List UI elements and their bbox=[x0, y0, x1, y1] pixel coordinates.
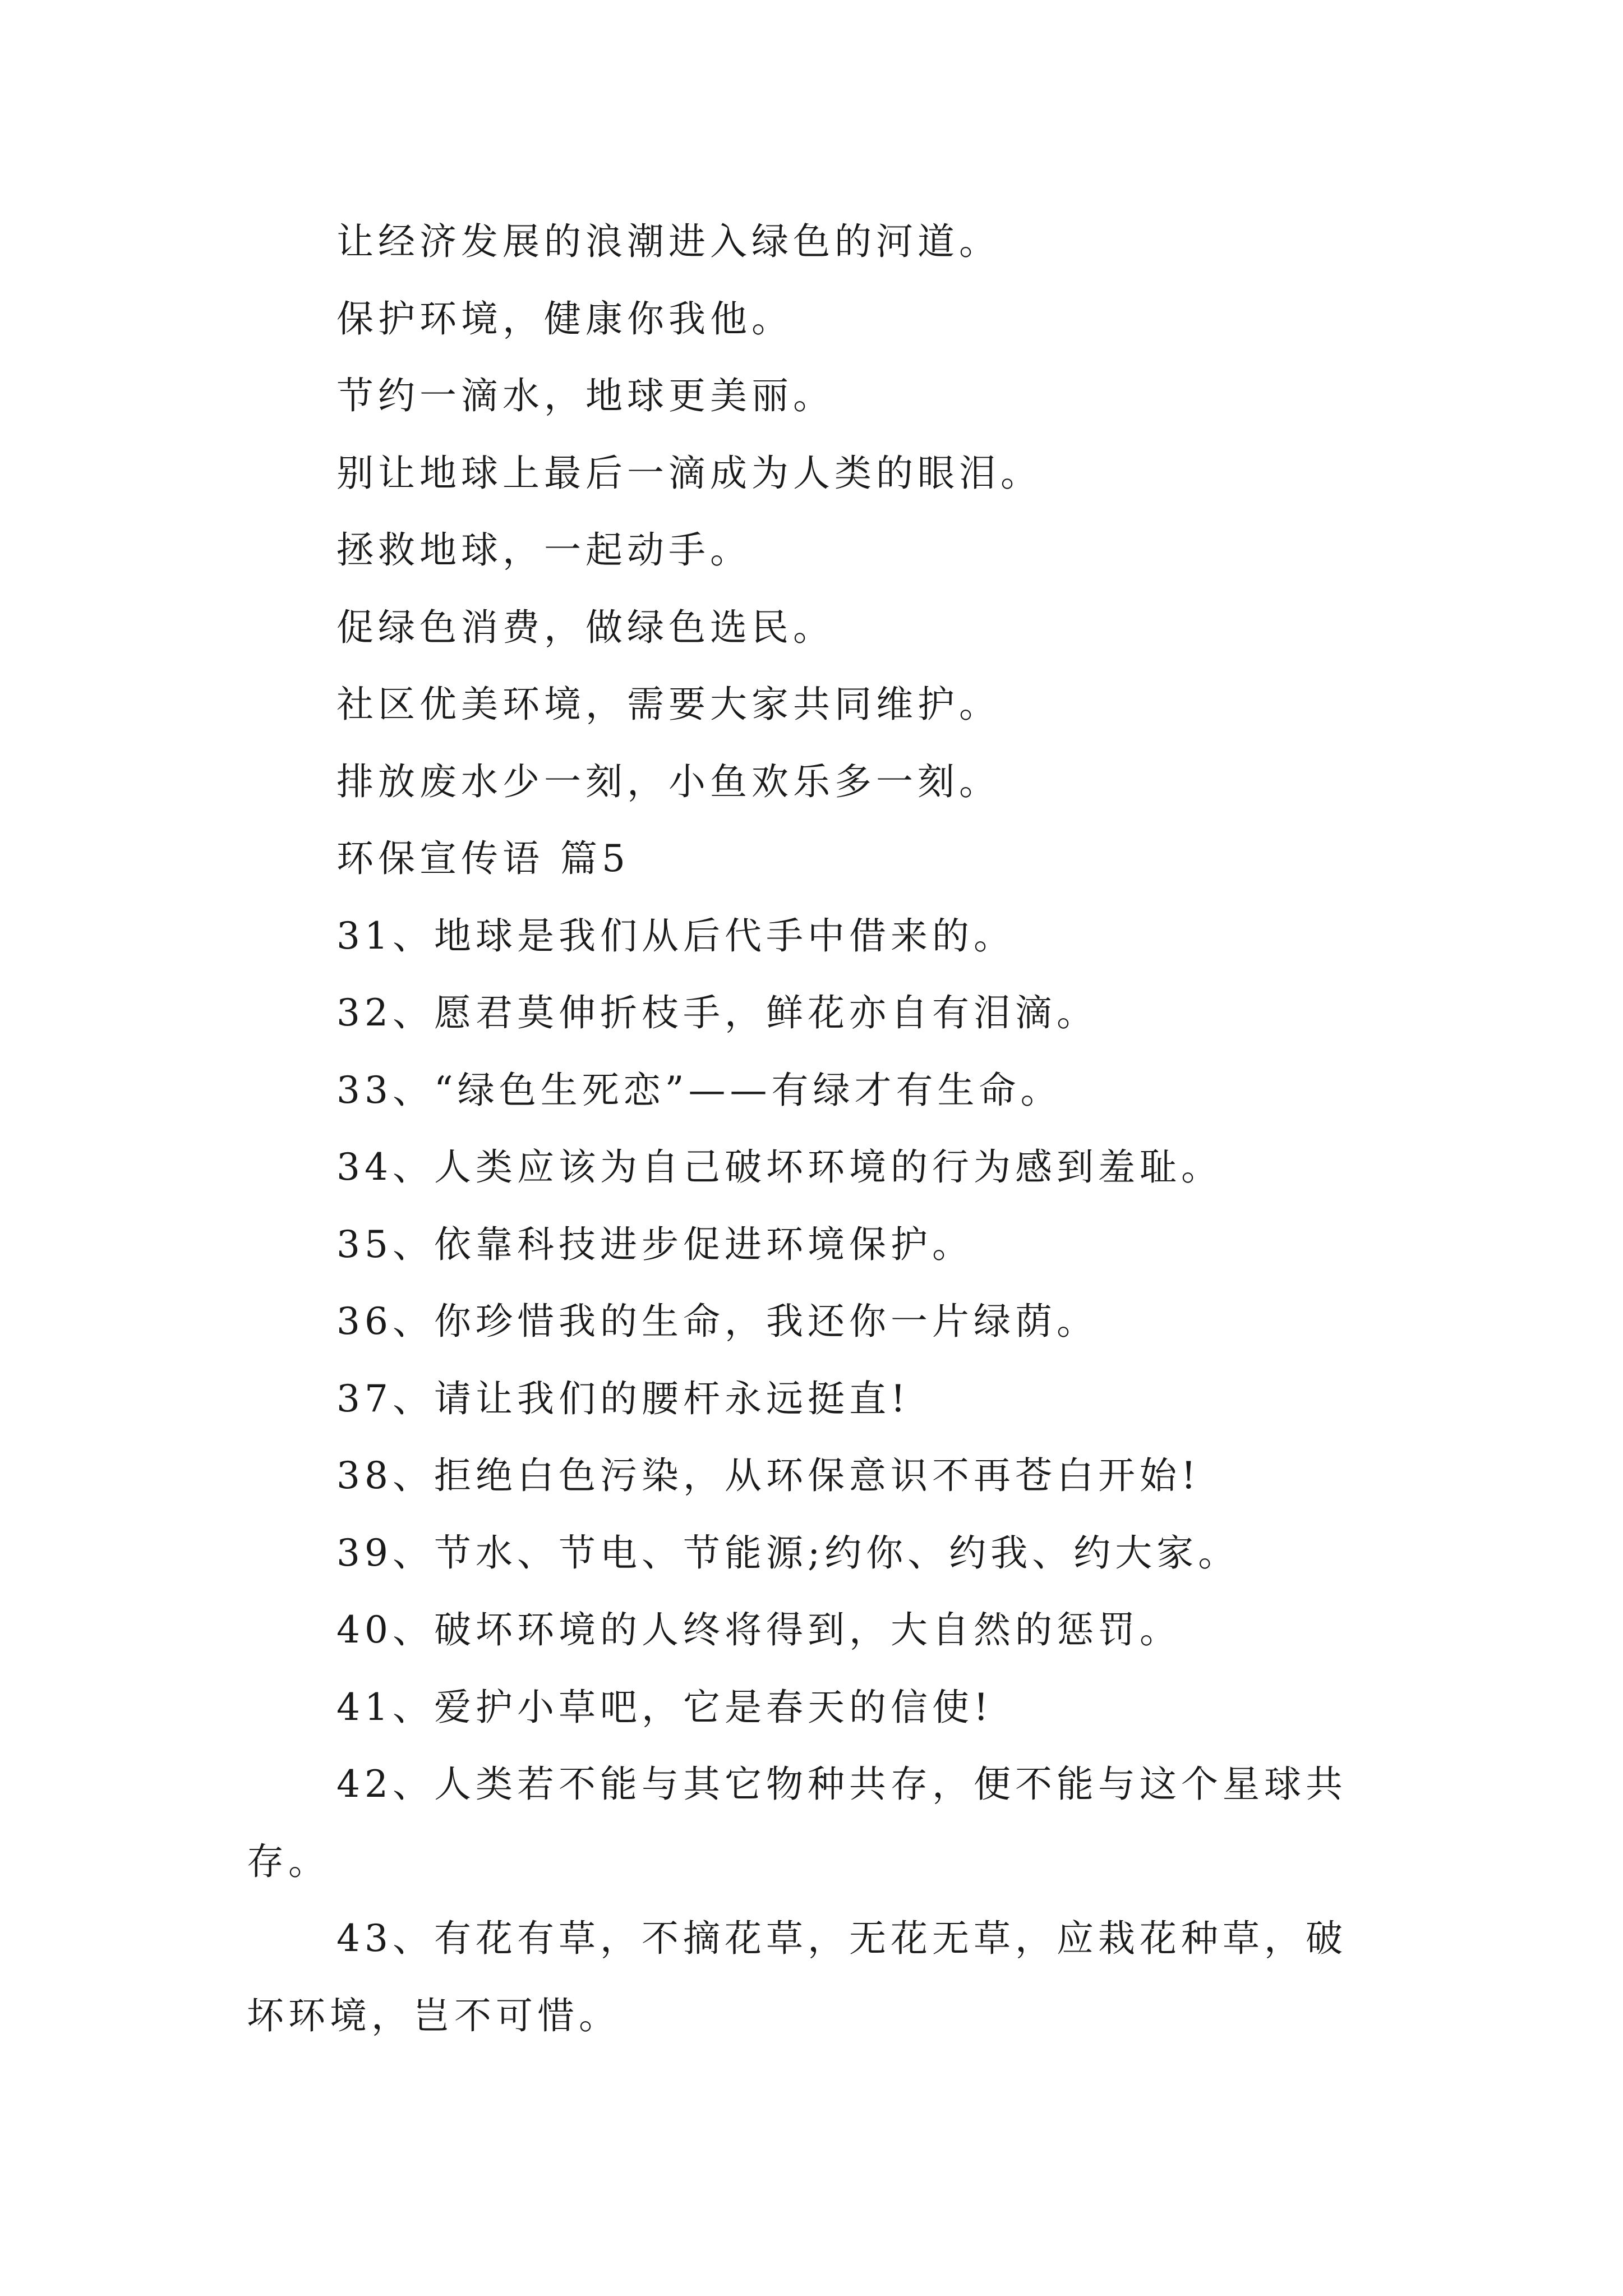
text-line: 别让地球上最后一滴成为人类的眼泪。 bbox=[336, 451, 1042, 495]
text-line: 社区优美环境，需要大家共同维护。 bbox=[336, 683, 1000, 726]
text-paragraph: 42、人类若不能与其它物种共存，便不能与这个星球共存。 bbox=[247, 1763, 1347, 1883]
text-line: 拯救地球，一起动手。 bbox=[336, 528, 751, 572]
text-line: 38、拒绝白色污染，从环保意识不再苍白开始! bbox=[336, 1454, 1201, 1497]
text-line: 让经济发展的浪潮进入绿色的河道。 bbox=[336, 220, 1000, 263]
text-line: 节约一滴水，地球更美丽。 bbox=[336, 374, 834, 417]
text-line: 排放废水少一刻，小鱼欢乐多一刻。 bbox=[336, 760, 1000, 803]
text-line: 保护环境，健康你我他。 bbox=[336, 297, 793, 341]
document-body bbox=[247, 203, 1385, 2054]
text-line: 39、节水、节电、节能源;约你、约我、约大家。 bbox=[336, 1531, 1240, 1575]
text-line: 31、地球是我们从后代手中借来的。 bbox=[336, 914, 1015, 958]
text-line: 32、愿君莫伸折枝手，鲜花亦自有泪滴。 bbox=[336, 991, 1098, 1034]
text-line: 36、你珍惜我的生命，我还你一片绿荫。 bbox=[336, 1300, 1098, 1343]
text-paragraph: 43、有花有草，不摘花草，无花无草，应栽花种草，破坏环境，岂不可惜。 bbox=[247, 1917, 1347, 2037]
text-line: 33、“绿色生死恋”——有绿才有生命。 bbox=[336, 1068, 1062, 1112]
section-heading: 环保宣传语 篇5 bbox=[336, 837, 630, 880]
text-line: 35、依靠科技进步促进环境保护。 bbox=[336, 1222, 974, 1266]
text-line: 40、破坏环境的人终将得到，大自然的惩罚。 bbox=[336, 1608, 1181, 1651]
text-line: 37、请让我们的腰杆永远挺直! bbox=[336, 1377, 910, 1420]
text-line: 41、爱护小草吧，它是春天的信使! bbox=[336, 1685, 993, 1729]
text-line: 34、人类应该为自己破坏环境的行为感到羞耻。 bbox=[336, 1145, 1223, 1189]
text-line: 促绿色消费，做绿色选民。 bbox=[336, 605, 834, 649]
